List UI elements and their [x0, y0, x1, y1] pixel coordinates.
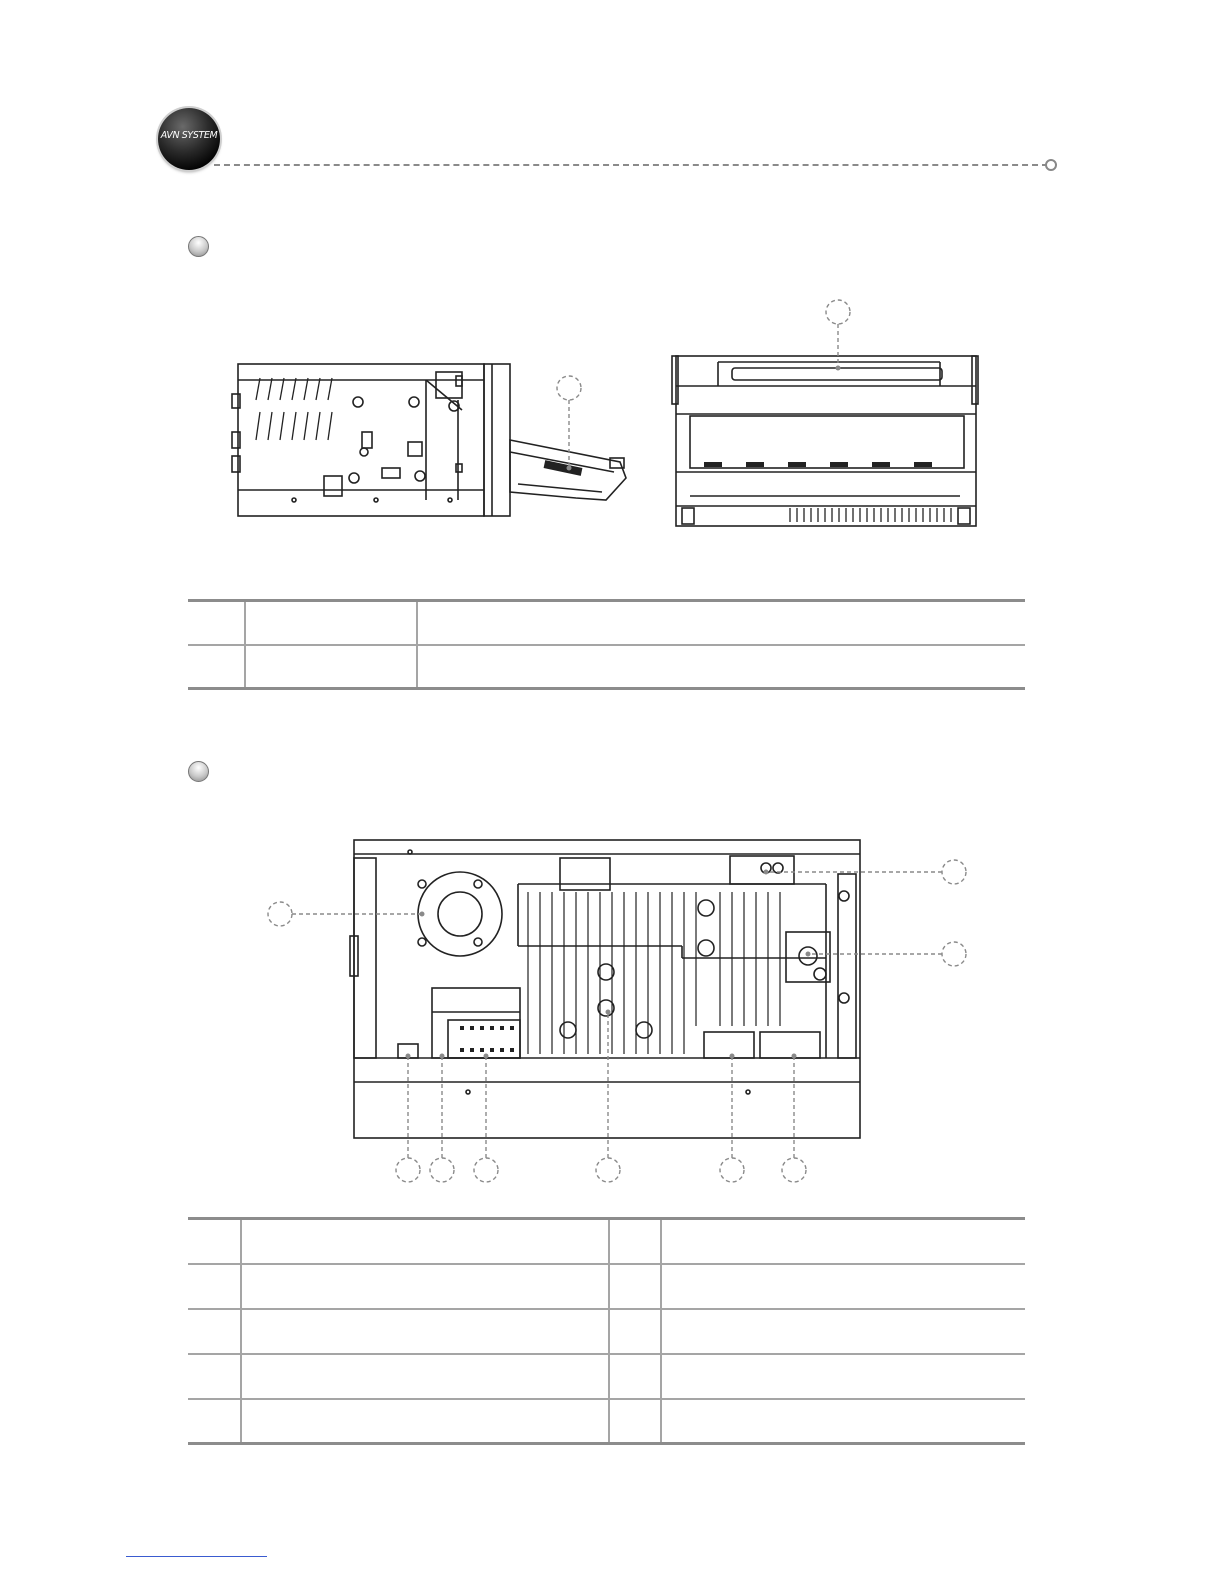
- connector-number-cell: [188, 1264, 241, 1309]
- connector-number-cell: [609, 1354, 661, 1399]
- table-row: [188, 1309, 1025, 1354]
- section-2-connectors-table: [188, 1217, 1025, 1445]
- connector-label-cell: [241, 1219, 609, 1264]
- connector-label-cell: [661, 1219, 1025, 1264]
- connector-number-cell: [188, 1219, 241, 1264]
- part-name-cell: [245, 601, 417, 645]
- connector-label-cell: [241, 1399, 609, 1444]
- connector-number-cell: [188, 1354, 241, 1399]
- connector-number-cell: [609, 1264, 661, 1309]
- part-name-cell: [245, 645, 417, 689]
- unit-side-view-illustration: [230, 360, 640, 520]
- connector-number-cell: [609, 1219, 661, 1264]
- header-rule-endpoint: [1045, 159, 1057, 171]
- table-row: [188, 1354, 1025, 1399]
- table-row: [188, 1219, 1025, 1264]
- table-row: [188, 645, 1025, 689]
- footer-link-underline[interactable]: [126, 1556, 267, 1557]
- table-row: [188, 601, 1025, 645]
- connector-label-cell: [241, 1264, 609, 1309]
- connector-label-cell: [661, 1309, 1025, 1354]
- part-description-cell: [417, 601, 1025, 645]
- table-row: [188, 1399, 1025, 1444]
- logo-text: AVN SYSTEM: [160, 130, 218, 141]
- table-row: [188, 1264, 1025, 1309]
- unit-front-view-illustration: [670, 296, 980, 528]
- section-1-bullet-icon: [188, 236, 209, 257]
- connector-label-cell: [661, 1264, 1025, 1309]
- connector-number-cell: [188, 1309, 241, 1354]
- unit-rear-view-illustration: [262, 836, 974, 1186]
- part-number-cell: [188, 645, 245, 689]
- section-1-parts-table: [188, 599, 1025, 690]
- connector-label-cell: [241, 1309, 609, 1354]
- part-number-cell: [188, 601, 245, 645]
- connector-number-cell: [609, 1309, 661, 1354]
- section-2-bullet-icon: [188, 761, 209, 782]
- part-description-cell: [417, 645, 1025, 689]
- connector-label-cell: [661, 1354, 1025, 1399]
- connector-label-cell: [661, 1399, 1025, 1444]
- avn-system-logo: [158, 108, 220, 170]
- connector-number-cell: [609, 1399, 661, 1444]
- header-dashed-rule: [214, 164, 1048, 166]
- connector-label-cell: [241, 1354, 609, 1399]
- connector-number-cell: [188, 1399, 241, 1444]
